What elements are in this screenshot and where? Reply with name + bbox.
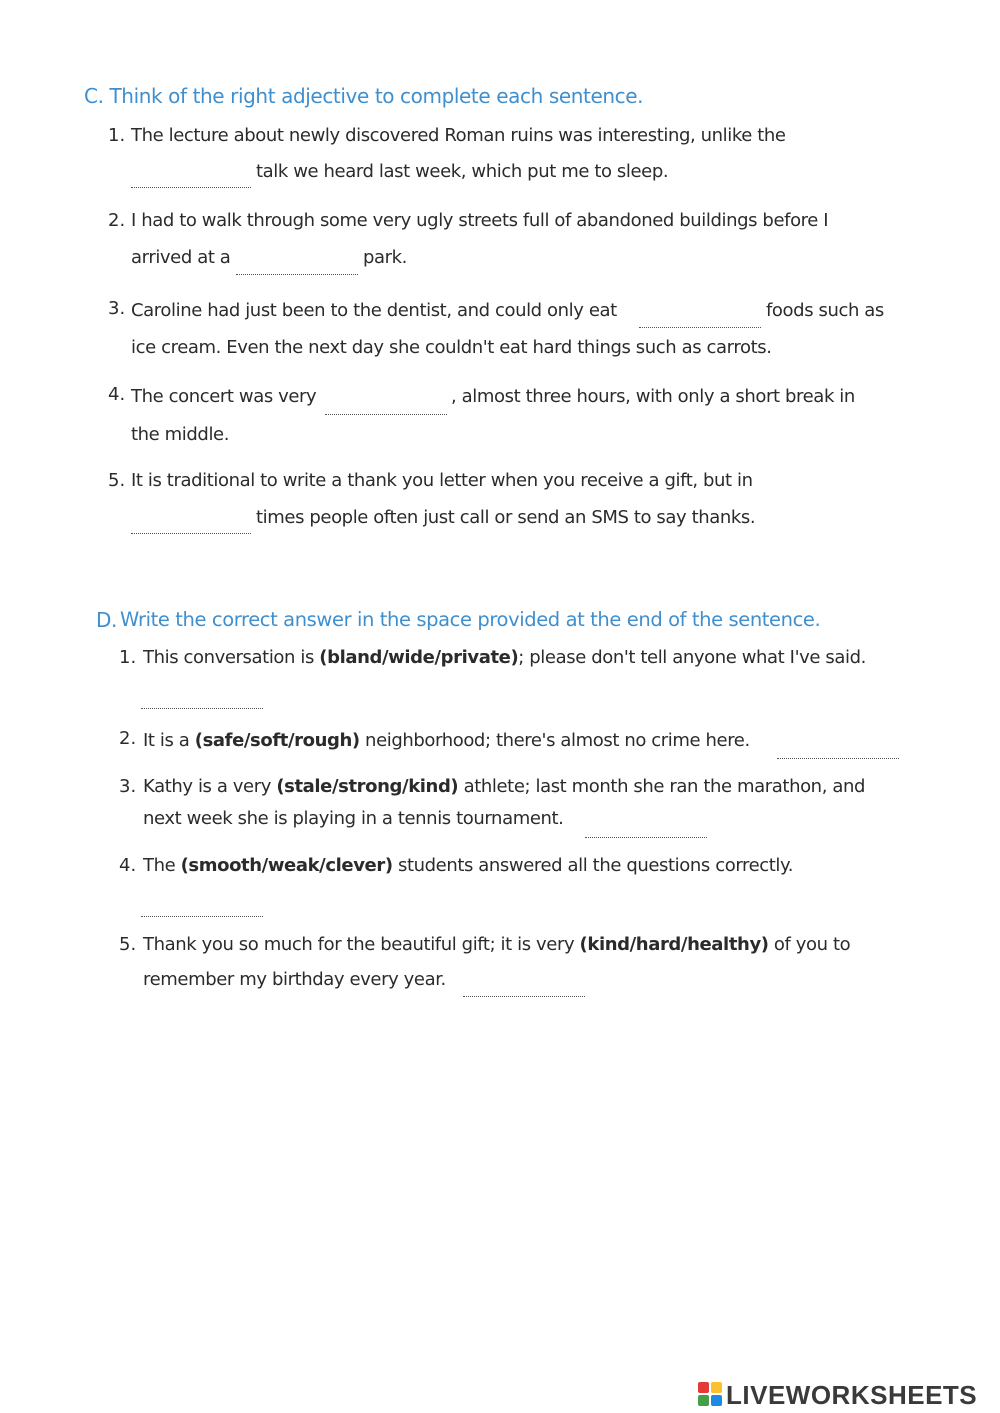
item-number: 4.	[108, 384, 126, 405]
sentence-post: ; please don't tell anyone what I've said.	[518, 647, 866, 668]
sentence-pre: It is a	[143, 730, 195, 751]
item-number: 1.	[119, 647, 137, 668]
sentence-text: remember my birthday every year.	[143, 969, 446, 990]
sentence-post: athlete; last month she ran the marathon, and	[458, 776, 866, 797]
answer-blank[interactable]	[141, 900, 263, 917]
sentence-text	[143, 647, 866, 669]
item-number: 4.	[119, 855, 137, 876]
answer-blank[interactable]	[585, 821, 707, 838]
sentence-post: of you to	[768, 934, 851, 955]
item-number: 1.	[108, 125, 126, 146]
sentence-text: foods such as	[766, 300, 884, 321]
answer-blank[interactable]	[141, 692, 263, 709]
sentence-post: students answered all the questions correctly.	[392, 855, 794, 876]
answer-blank[interactable]	[131, 171, 251, 188]
section-c-heading: C. Think of the right adjective to complete each sentence.	[84, 84, 644, 108]
item-number: 5.	[108, 470, 126, 491]
answer-blank[interactable]	[325, 398, 447, 415]
sentence-text: next week she is playing in a tennis tournament.	[143, 808, 564, 829]
logo-square-icon	[698, 1382, 709, 1393]
sentence-text: It is traditional to write a thank you letter when you receive a gift, but in	[131, 470, 753, 491]
sentence-pre: Thank you so much for the beautiful gift; it is very	[143, 934, 580, 955]
answer-blank[interactable]	[236, 258, 358, 275]
item-number: 5.	[119, 934, 137, 955]
answer-options: (stale/strong/kind)	[276, 776, 459, 797]
sentence-text: times people often just call or send an SMS to say thanks.	[256, 507, 756, 528]
sentence-text: The concert was very	[131, 386, 317, 407]
sentence-text	[143, 855, 793, 877]
sentence-text: park.	[363, 247, 408, 268]
logo-grid-icon	[698, 1382, 722, 1406]
sentence-text: I had to walk through some very ugly streets full of abandoned buildings before I	[131, 210, 829, 231]
sentence-text: Caroline had just been to the dentist, and could only eat	[131, 300, 617, 321]
section-d-heading: Write the correct answer in the space provided at the end of the sentence.	[120, 608, 821, 631]
answer-options: (safe/soft/rough)	[194, 730, 360, 751]
sentence-pre: Kathy is a very	[143, 776, 277, 797]
item-number: 3.	[108, 298, 126, 319]
sentence-text	[143, 934, 850, 956]
item-number: 2.	[119, 728, 137, 749]
sentence-text: , almost three hours, with only a short break in	[451, 386, 855, 407]
answer-options: (bland/wide/private)	[319, 647, 519, 668]
sentence-text: ice cream. Even the next day she couldn't eat hard things such as carrots.	[131, 337, 772, 358]
sentence-text: The lecture about newly discovered Roman ruins was interesting, unlike the	[131, 125, 786, 146]
item-number: 3.	[119, 776, 137, 797]
sentence-text: talk we heard last week, which put me to sleep.	[256, 161, 669, 182]
answer-blank[interactable]	[777, 742, 899, 759]
answer-options: (smooth/weak/clever)	[180, 855, 393, 876]
logo-square-icon	[698, 1395, 709, 1406]
sentence-pre: The	[143, 855, 181, 876]
sentence-post: neighborhood; there's almost no crime here.	[359, 730, 750, 751]
logo-text: LIVEWORKSHEETS	[726, 1380, 978, 1410]
answer-blank[interactable]	[639, 311, 761, 328]
answer-blank[interactable]	[463, 980, 585, 997]
sentence-text	[143, 730, 750, 752]
answer-options: (kind/hard/healthy)	[579, 934, 769, 955]
sentence-text	[143, 776, 865, 798]
item-number: 2.	[108, 210, 126, 231]
answer-blank[interactable]	[131, 517, 251, 534]
sentence-text: arrived at a	[131, 247, 231, 268]
sentence-pre: This conversation is	[143, 647, 320, 668]
logo-square-icon	[711, 1395, 722, 1406]
section-d-letter: D.	[96, 608, 117, 632]
sentence-text: the middle.	[131, 424, 230, 445]
logo-square-icon	[711, 1382, 722, 1393]
